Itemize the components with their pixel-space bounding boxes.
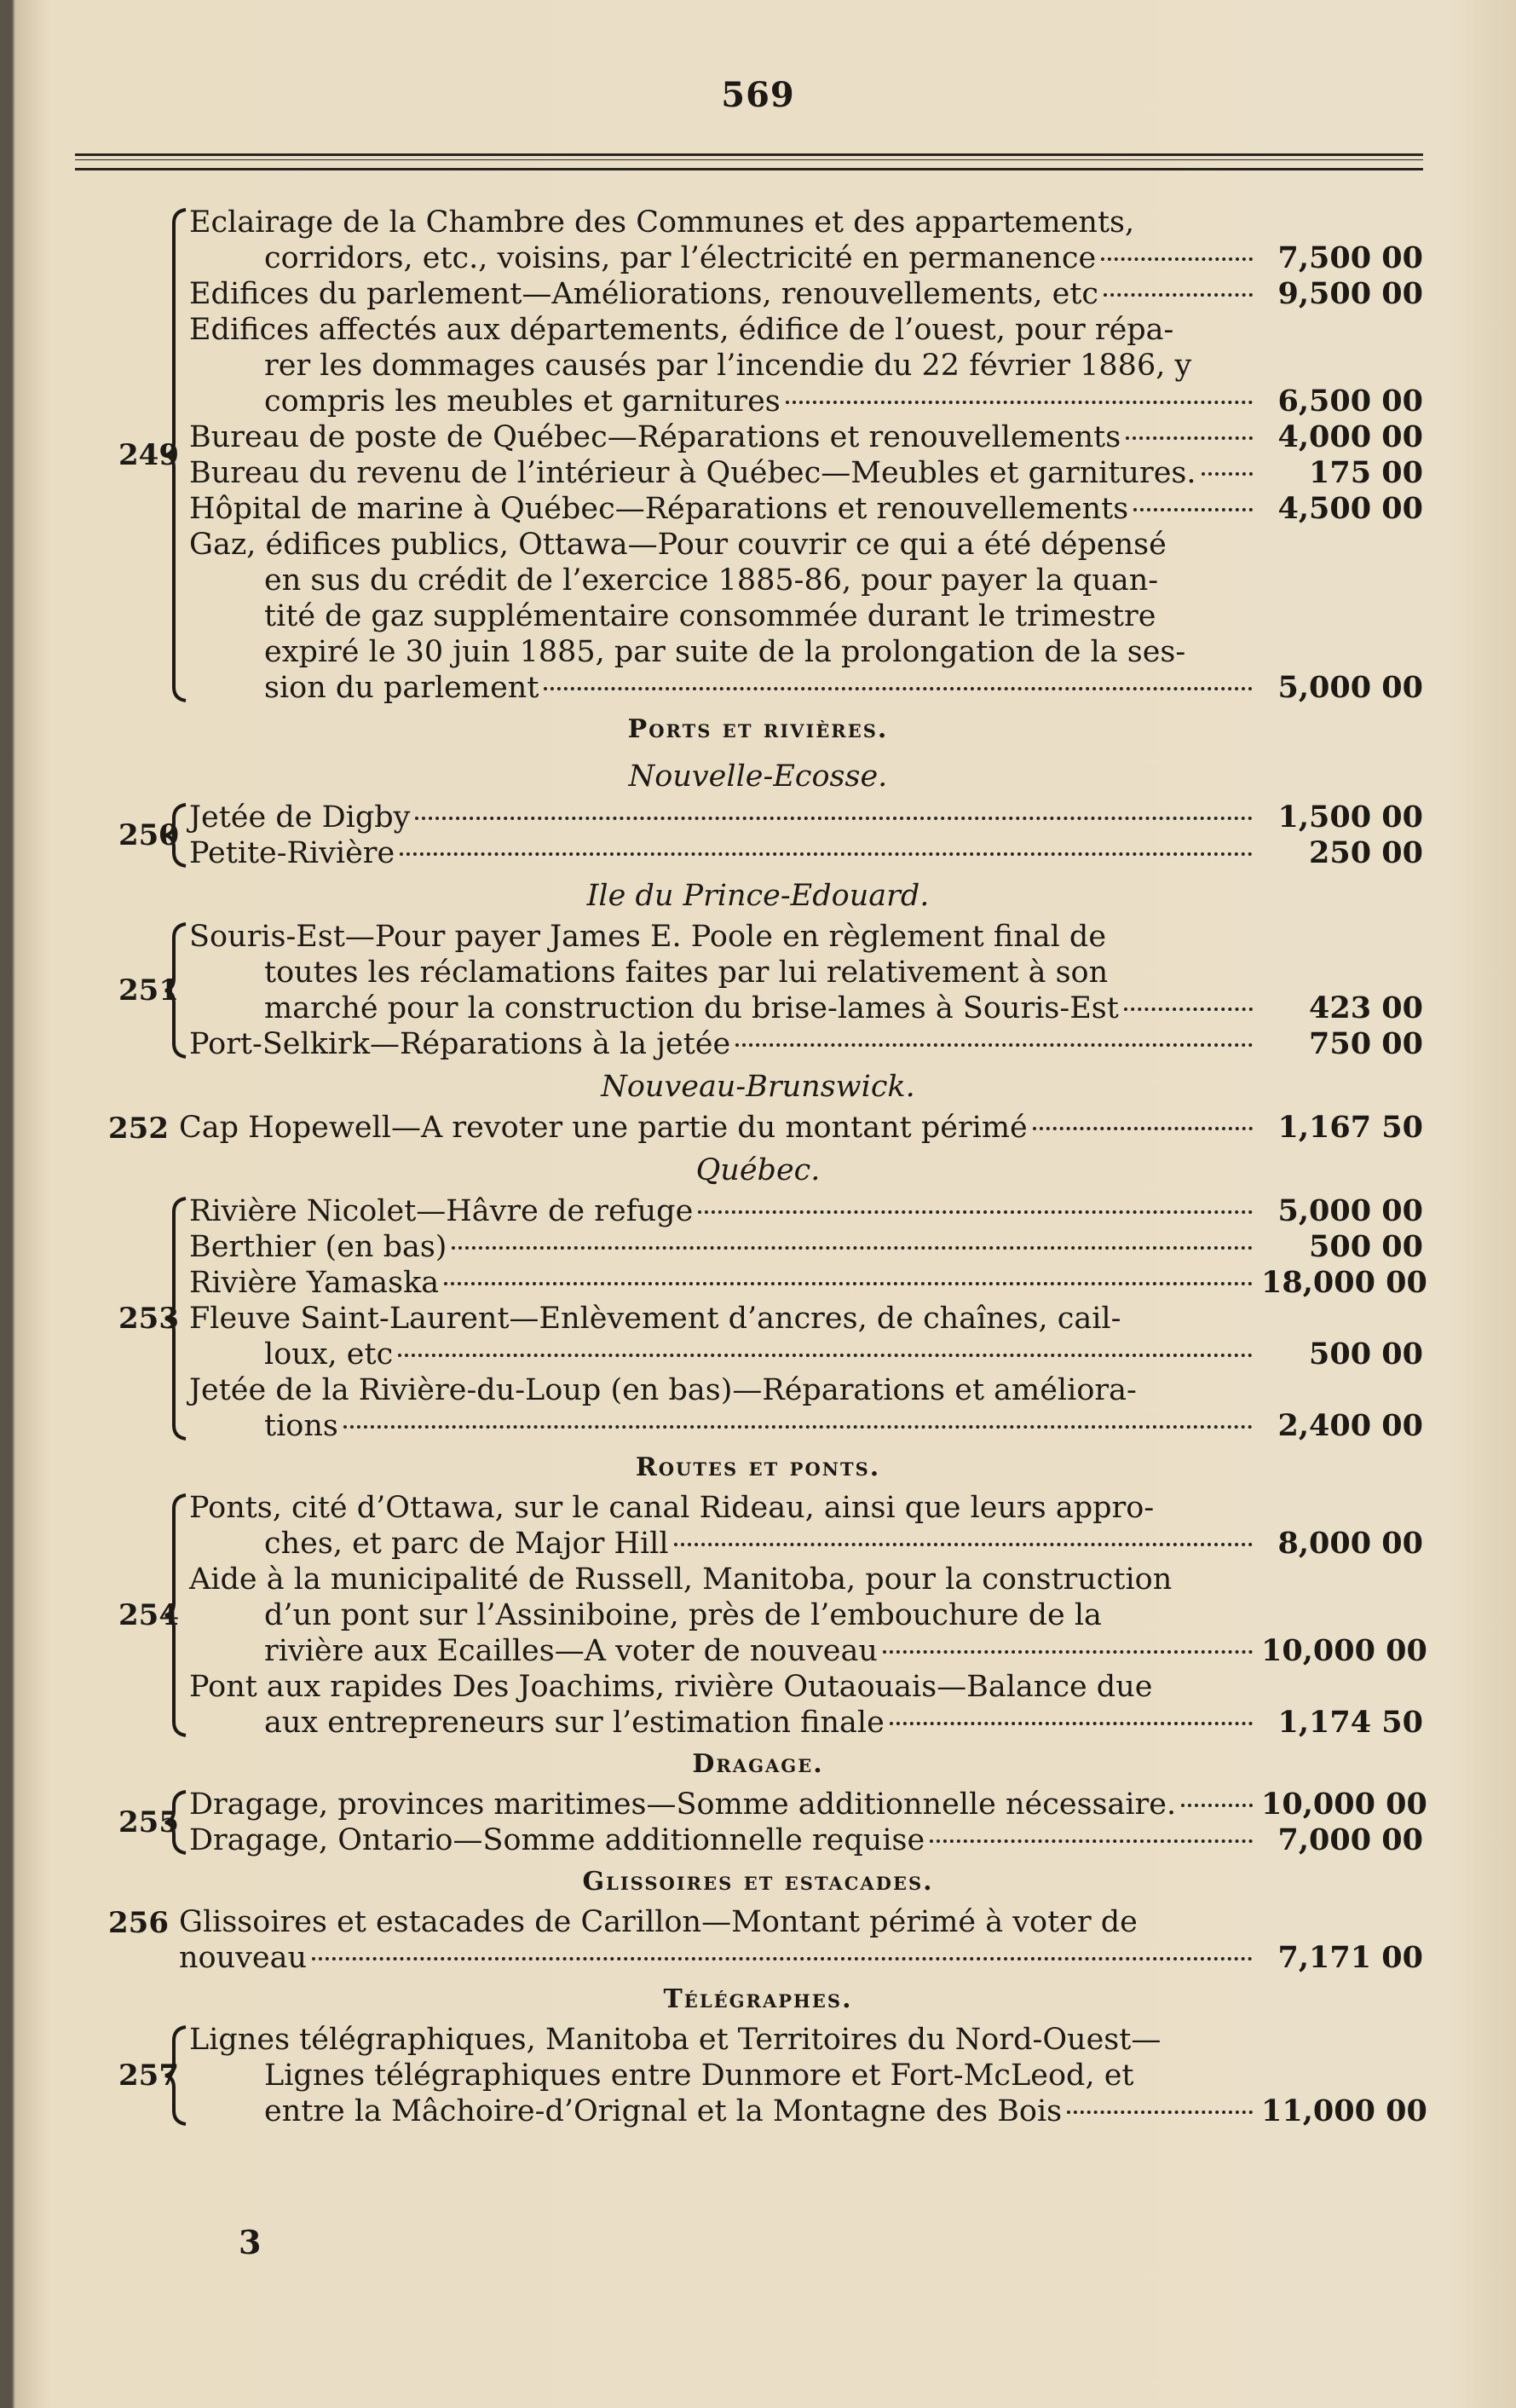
- estimate-line: [189, 1229, 1423, 1265]
- vote-item-255: [0, 1787, 1516, 1858]
- estimate-line: [189, 919, 1423, 955]
- section-heading: Glissoires et estacades.: [582, 1867, 934, 1897]
- item-description: sion du parlement: [264, 671, 539, 705]
- dot-leader: [883, 1650, 1253, 1654]
- estimate-line: [179, 1904, 1423, 1940]
- dot-leader: [1202, 472, 1254, 476]
- province-heading: Québec.: [695, 1153, 821, 1187]
- estimate-line: [189, 1193, 1423, 1229]
- estimate-line: [189, 1787, 1427, 1822]
- item-amount: 7,500 00: [1277, 240, 1423, 275]
- section-heading: Dragage.: [692, 1749, 824, 1779]
- estimate-line: [189, 2058, 1423, 2093]
- item-description: Dragage, Ontario—Somme additionnelle requise: [189, 1823, 925, 1857]
- item-description: compris les meubles et garnitures: [264, 384, 781, 419]
- estimate-line: [189, 1265, 1427, 1301]
- dot-leader: [735, 1043, 1253, 1047]
- vote-item-257: [0, 2022, 1516, 2129]
- item-description: Aide à la municipalité de Russell, Manitoba, pour la construction: [189, 1562, 1173, 1597]
- vote-entries: [189, 2022, 1427, 2129]
- item-description: Rivière Yamaska: [189, 1266, 440, 1300]
- dot-leader: [544, 687, 1253, 690]
- estimate-line: [189, 1337, 1423, 1372]
- vote-entries: [189, 1490, 1427, 1741]
- dot-leader: [444, 1282, 1253, 1285]
- item-description: rivière aux Ecailles—A voter de nouveau: [264, 1634, 878, 1668]
- estimate-line: [189, 670, 1423, 706]
- item-amount: 7,171 00: [1277, 1940, 1423, 1975]
- item-amount: 500 00: [1309, 1229, 1423, 1264]
- estimate-line: [189, 1705, 1423, 1741]
- item-description: Port-Selkirk—Réparations à la jetée: [189, 1027, 731, 1061]
- item-amount: 5,000 00: [1277, 670, 1423, 705]
- item-amount: 175 00: [1309, 455, 1423, 490]
- dot-leader: [1124, 1008, 1253, 1011]
- item-amount: 500 00: [1309, 1337, 1423, 1371]
- dot-leader: [1126, 436, 1253, 440]
- item-description: ches, et parc de Major Hill: [264, 1527, 669, 1561]
- estimate-line: [189, 955, 1423, 990]
- vote-item-250: [0, 800, 1516, 871]
- estimate-line: [189, 527, 1423, 563]
- province-heading: Nouveau-Brunswick.: [601, 1070, 915, 1104]
- item-description: Pont aux rapides Des Joachims, rivière Outaouais—Balance due: [189, 1670, 1153, 1704]
- item-amount: 7,000 00: [1277, 1822, 1423, 1857]
- vote-number: 252: [108, 1112, 169, 1146]
- estimate-line: [189, 419, 1423, 455]
- item-description: Dragage, provinces maritimes—Somme additionnelle nécessaire.: [189, 1787, 1177, 1822]
- item-description: toutes les réclamations faites par lui relativement à son: [264, 956, 1109, 990]
- estimate-line: [189, 990, 1423, 1026]
- vote-item-251: [0, 919, 1516, 1062]
- estimate-line: [189, 1301, 1423, 1337]
- province-heading: Nouvelle-Ecosse.: [628, 759, 888, 794]
- estimate-line: [189, 800, 1423, 835]
- vote-item-256: [0, 1904, 1516, 1976]
- item-description: Gaz, édifices publics, Ottawa—Pour couvrir ce qui a été dépensé: [189, 528, 1167, 562]
- dot-leader: [698, 1210, 1253, 1214]
- estimate-line: [189, 1597, 1423, 1633]
- vote-entries: [189, 205, 1423, 706]
- estimate-line: [189, 634, 1423, 670]
- estimate-line: [189, 2022, 1423, 2058]
- signature-mark: 3: [239, 2223, 262, 2261]
- estimate-line: [189, 563, 1423, 598]
- estimate-line: [189, 455, 1423, 491]
- item-description: aux entrepreneurs sur l’estimation finale: [264, 1706, 885, 1740]
- item-amount: 1,500 00: [1277, 800, 1423, 834]
- dot-leader: [1101, 257, 1253, 261]
- item-amount: 11,000 00: [1261, 2093, 1427, 2128]
- estimate-line: [189, 1026, 1423, 1062]
- vote-number: 250: [118, 818, 179, 852]
- header-rule: [75, 153, 1423, 170]
- item-amount: 9,500 00: [1277, 276, 1423, 311]
- item-description: tité de gaz supplémentaire consommée durant le trimestre: [264, 599, 1156, 633]
- brace-icon: [164, 922, 189, 1059]
- brace-icon: [164, 1790, 189, 1855]
- item-amount: 8,000 00: [1277, 1526, 1423, 1561]
- section-heading: Télégraphes.: [663, 1984, 853, 2014]
- item-amount: 1,167 50: [1277, 1110, 1423, 1145]
- dot-leader: [415, 817, 1253, 820]
- dot-leader: [890, 1722, 1253, 1725]
- item-description: Hôpital de marine à Québec—Réparations et renouvellements: [189, 492, 1129, 526]
- item-description: marché pour la construction du brise-lames à Souris-Est: [264, 991, 1119, 1025]
- item-description: Bureau du revenu de l’intérieur à Québec—Meubles et garnitures.: [189, 456, 1196, 490]
- estimate-line: [189, 1490, 1423, 1526]
- estimate-line: [189, 1633, 1427, 1669]
- vote-item-252: [0, 1110, 1516, 1146]
- estimate-line: [189, 1669, 1423, 1705]
- item-description: Fleuve Saint-Laurent—Enlèvement d’ancres, de chaînes, cail-: [189, 1302, 1121, 1336]
- dot-leader: [1033, 1127, 1253, 1130]
- item-description: Jetée de Digby: [189, 800, 411, 834]
- estimate-line: [189, 205, 1423, 240]
- item-description: Edifices affectés aux départements, édifice de l’ouest, pour répa-: [189, 313, 1174, 347]
- dot-leader: [400, 852, 1253, 856]
- brace-icon: [164, 1493, 189, 1737]
- dot-leader: [398, 1354, 1253, 1357]
- item-description: tions: [264, 1409, 338, 1443]
- vote-number: 256: [108, 1906, 169, 1940]
- brace-icon: [164, 208, 189, 702]
- item-description: Lignes télégraphiques, Manitoba et Territoires du Nord-Ouest—: [189, 2023, 1161, 2057]
- vote-number: 257: [118, 2059, 179, 2093]
- vote-number: 249: [118, 438, 179, 472]
- estimate-line: [189, 1526, 1423, 1562]
- dot-leader: [930, 1839, 1253, 1843]
- vote-item-249: [0, 205, 1516, 706]
- estimate-line: [189, 240, 1423, 276]
- item-description: expiré le 30 juin 1885, par suite de la prolongation de la ses-: [264, 635, 1186, 669]
- item-amount: 2,400 00: [1277, 1408, 1423, 1443]
- estimate-line: [189, 2093, 1427, 2129]
- estimate-line: [189, 348, 1423, 384]
- item-description: nouveau: [179, 1941, 308, 1975]
- vote-entries: [179, 1110, 1423, 1146]
- brace-icon: [164, 803, 189, 868]
- estimate-line: [189, 384, 1423, 419]
- dot-leader: [1181, 1804, 1253, 1807]
- item-description: loux, etc: [264, 1337, 394, 1371]
- item-amount: 4,000 00: [1277, 419, 1423, 454]
- estimate-line: [189, 276, 1423, 312]
- vote-entries: [179, 1904, 1423, 1976]
- dot-leader: [343, 1425, 1253, 1429]
- vote-number: 254: [118, 1598, 179, 1632]
- estimates-list: [0, 205, 1516, 2129]
- item-description: Rivière Nicolet—Hâvre de refuge: [189, 1194, 694, 1228]
- dot-leader: [674, 1543, 1253, 1546]
- estimate-line: [189, 1372, 1423, 1408]
- vote-entries: [189, 800, 1423, 871]
- item-description: d’un pont sur l’Assiniboine, près de l’embouchure de la: [264, 1598, 1102, 1632]
- province-heading: Ile du Prince-Edouard.: [586, 879, 930, 913]
- estimate-line: [179, 1940, 1423, 1976]
- item-description: Edifices du parlement—Améliorations, renouvellements, etc: [189, 277, 1098, 311]
- item-amount: 4,500 00: [1277, 491, 1423, 526]
- vote-number: 253: [118, 1302, 179, 1336]
- vote-entries: [189, 919, 1423, 1062]
- estimate-line: [189, 1562, 1423, 1597]
- estimate-line: [179, 1110, 1423, 1146]
- estimate-line: [189, 491, 1423, 527]
- item-amount: 1,174 50: [1277, 1705, 1423, 1740]
- item-description: Glissoires et estacades de Carillon—Montant périmé à voter de: [179, 1905, 1138, 1939]
- item-description: rer les dommages causés par l’incendie du 22 février 1886, y: [264, 349, 1192, 383]
- page-number: 569: [721, 75, 795, 115]
- item-description: Eclairage de la Chambre des Communes et des appartements,: [189, 205, 1135, 240]
- item-amount: 5,000 00: [1277, 1193, 1423, 1228]
- estimate-line: [189, 835, 1423, 871]
- vote-number: 255: [118, 1805, 179, 1839]
- item-description: corridors, etc., voisins, par l’électricité en permanence: [264, 241, 1097, 275]
- estimate-line: [189, 1408, 1423, 1444]
- item-description: Cap Hopewell—A revoter une partie du montant périmé: [179, 1111, 1028, 1145]
- item-amount: 10,000 00: [1261, 1787, 1427, 1822]
- estimate-line: [189, 598, 1423, 634]
- section-heading: Routes et ponts.: [635, 1452, 881, 1482]
- estimate-line: [189, 1822, 1423, 1858]
- item-amount: 18,000 00: [1261, 1265, 1427, 1300]
- vote-entries: [189, 1787, 1427, 1858]
- item-amount: 423 00: [1309, 990, 1423, 1025]
- item-amount: 250 00: [1309, 835, 1423, 870]
- section-heading: Ports et rivières.: [627, 714, 889, 744]
- item-description: Souris-Est—Pour payer James E. Poole en règlement final de: [189, 920, 1107, 954]
- item-description: Jetée de la Rivière-du-Loup (en bas)—Réparations et améliora-: [189, 1373, 1137, 1407]
- item-description: en sus du crédit de l’exercice 1885-86, pour payer la quan-: [264, 563, 1159, 598]
- brace-icon: [164, 2025, 189, 2126]
- item-amount: 10,000 00: [1261, 1633, 1427, 1668]
- brace-icon: [164, 1197, 189, 1441]
- dot-leader: [1133, 508, 1253, 511]
- dot-leader: [452, 1246, 1253, 1250]
- item-description: Ponts, cité d’Ottawa, sur le canal Rideau, ainsi que leurs appro-: [189, 1491, 1155, 1525]
- item-description: Lignes télégraphiques entre Dunmore et Fort-McLeod, et: [264, 2059, 1134, 2093]
- dot-leader: [1067, 2111, 1253, 2114]
- item-amount: 750 00: [1309, 1026, 1423, 1061]
- item-amount: 6,500 00: [1277, 384, 1423, 419]
- estimate-line: [189, 312, 1423, 348]
- item-description: entre la Mâchoire-d’Orignal et la Montagne des Bois: [264, 2094, 1063, 2128]
- vote-number: 251: [118, 973, 179, 1008]
- dot-leader: [786, 401, 1253, 404]
- vote-entries: [189, 1193, 1427, 1444]
- dot-leader: [312, 1957, 1253, 1960]
- vote-item-254: [0, 1490, 1516, 1741]
- item-description: Bureau de poste de Québec—Réparations et renouvellements: [189, 420, 1121, 454]
- item-description: Petite-Rivière: [189, 836, 395, 870]
- item-description: Berthier (en bas): [189, 1230, 447, 1264]
- vote-item-253: [0, 1193, 1516, 1444]
- dot-leader: [1104, 293, 1253, 297]
